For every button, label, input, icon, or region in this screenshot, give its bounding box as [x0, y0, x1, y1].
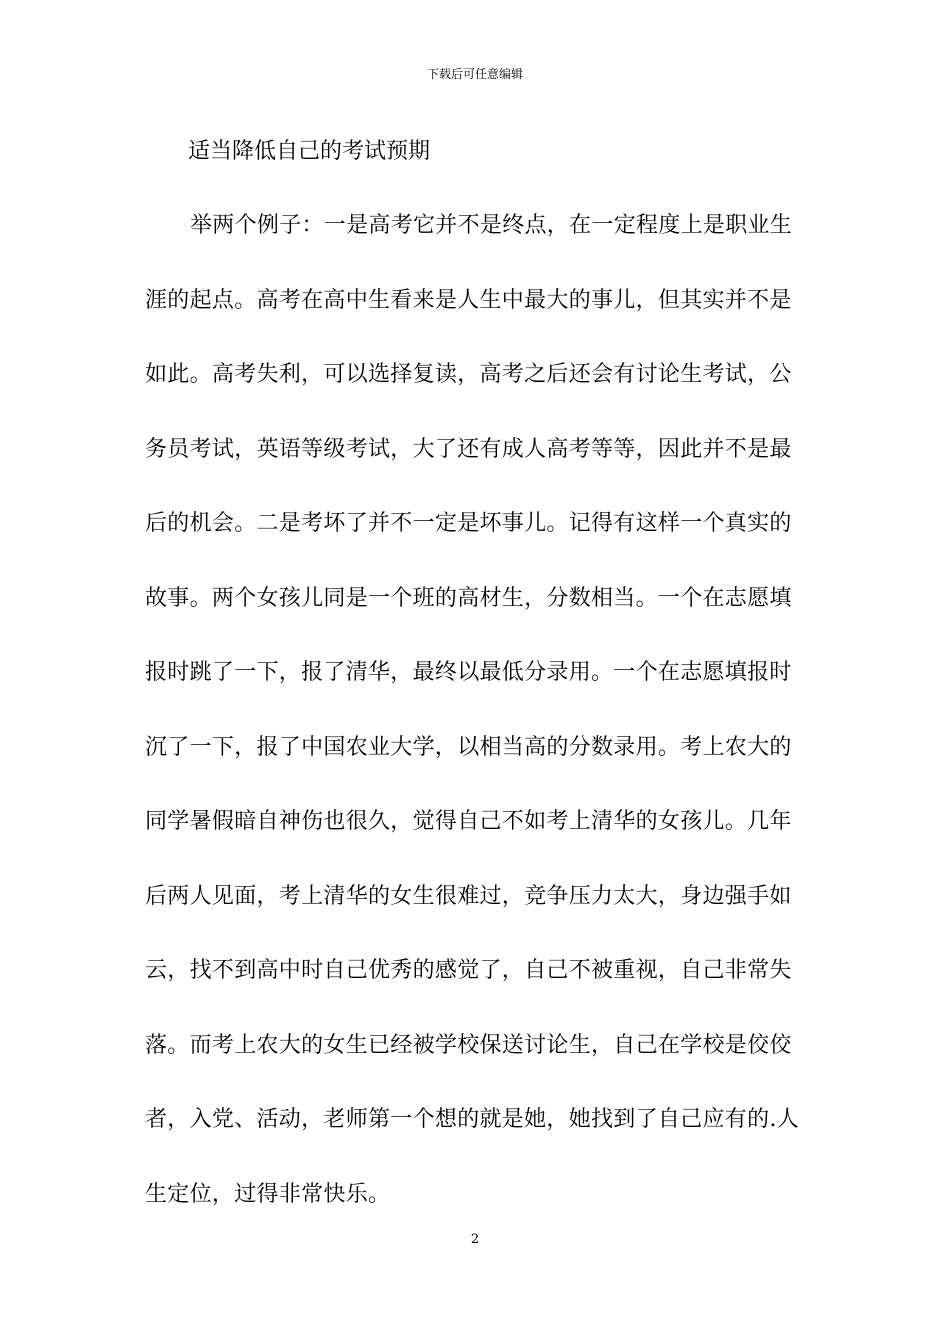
page-number: 2 — [470, 1232, 480, 1247]
paragraph-line: 涯的起点。高考在高中生看来是人生中最大的事儿，但其实并不是 — [145, 287, 792, 313]
paragraph-line: 同学暑假暗自神伤也很久，觉得自己不如考上清华的女孩儿。几年 — [145, 809, 792, 834]
paragraph-line: 沉了一下，报了中国农业大学，以相当高的分数录用。考上农大的 — [145, 734, 792, 760]
body-paragraph — [145, 206, 810, 1249]
paragraph-line: 后两人见面，考上清华的女生很难过，竞争压力太大，身边强手如 — [145, 883, 792, 909]
paragraph-line: 故事。两个女孩儿同是一个班的高材生，分数相当。一个在志愿填 — [145, 585, 792, 611]
paragraph-line: 落。而考上农大的女生已经被学校保送讨论生，自己在学校是佼佼 — [145, 1032, 792, 1058]
paragraph-line: 者，入党、活动，老师第一个想的就是她，她找到了自己应有的.人 — [145, 1107, 799, 1132]
page-header: 下载后可任意编辑 — [426, 67, 523, 81]
paragraph-line: 举两个例子：一是高考它并不是终点，在一定程度上是职业生 — [190, 213, 793, 238]
paragraph-line: 报时跳了一下，报了清华，最终以最低分录用。一个在志愿填报时 — [145, 660, 792, 685]
paragraph-line: 后的机会。二是考坏了并不一定是坏事儿。记得有这样一个真实的 — [145, 511, 792, 536]
paragraph-line: 务员考试，英语等级考试，大了还有成人高考等等，因此并不是最 — [145, 436, 792, 462]
paragraph-line: 生定位，过得非常快乐。 — [145, 1181, 391, 1207]
paragraph-line: 如此。高考失利，可以选择复读，高考之后还会有讨论生考试，公 — [145, 362, 792, 387]
section-heading: 适当降低自己的考试预期 — [188, 139, 431, 164]
paragraph-line: 云，找不到高中时自己优秀的感觉了，自己不被重视，自己非常失 — [145, 958, 792, 983]
